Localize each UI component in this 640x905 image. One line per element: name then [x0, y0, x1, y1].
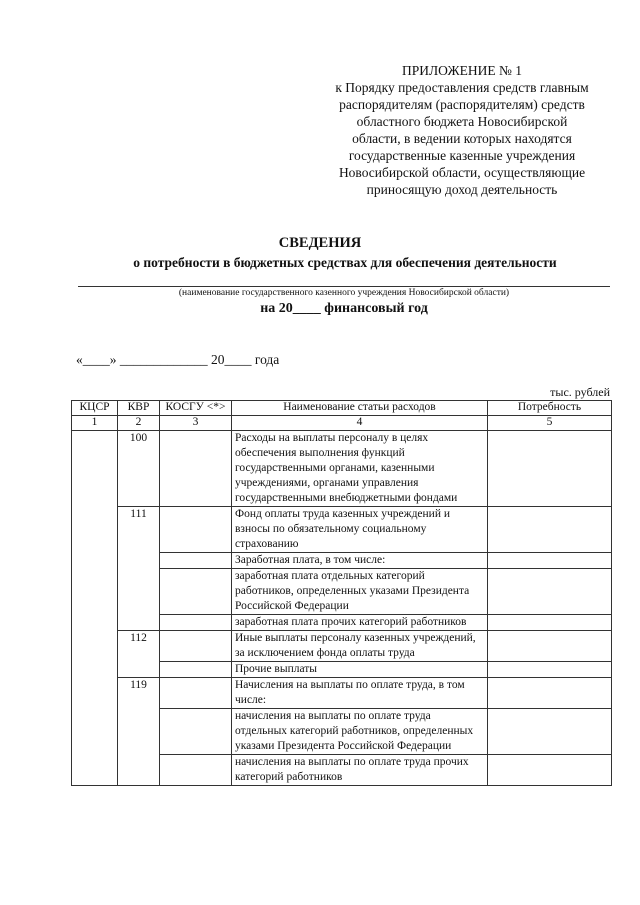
kosgu-cell [160, 431, 232, 507]
kosgu-cell [160, 631, 232, 662]
fiscal-year: на 20____ финансовый год [260, 301, 428, 316]
expenses-table [71, 400, 612, 786]
table-header-row [72, 401, 612, 416]
appendix-line: Новосибирской области, осуществляющие [338, 165, 586, 180]
appendix-line: областного бюджета Новосибирской [356, 114, 568, 129]
table-row [72, 431, 612, 507]
expense-name-cell: начисления на выплаты по оплате труда отдельных категорий работников, определенных указами Президента Российской Федерации [232, 709, 488, 755]
appendix-line: ПРИЛОЖЕНИЕ № 1 [401, 63, 523, 78]
kosgu-cell [160, 507, 232, 553]
kvr-cell: 111 [118, 507, 160, 631]
header-expense-name: Наименование статьи расходов [232, 401, 488, 416]
need-cell[interactable] [488, 615, 612, 631]
appendix-line: области, в ведении которых находятся [352, 131, 572, 146]
kosgu-cell [160, 662, 232, 678]
kosgu-cell [160, 755, 232, 786]
kosgu-cell [160, 709, 232, 755]
appendix-line: приносящую доход деятельность [366, 182, 558, 197]
expense-name-cell: заработная плата отдельных категорий работников, определенных указами Президента Российской Федерации [232, 569, 488, 615]
kvr-cell: 100 [118, 431, 160, 507]
appendix-header [312, 62, 612, 198]
appendix-line: государственные казенные учреждения [348, 148, 576, 163]
table-row [72, 631, 612, 662]
kosgu-cell [160, 678, 232, 709]
need-cell[interactable] [488, 755, 612, 786]
expense-name-cell: Начисления на выплаты по оплате труда, в том числе: [232, 678, 488, 709]
institution-caption: (наименование государственного казенного учреждения Новосибирской области) [178, 288, 510, 298]
kosgu-cell [160, 553, 232, 569]
expense-name-cell: Фонд оплаты труда казенных учреждений и взносы по обязательному социальному страхованию [232, 507, 488, 553]
need-cell[interactable] [488, 678, 612, 709]
need-cell[interactable] [488, 507, 612, 553]
expense-name-cell: Расходы на выплаты персоналу в целях обеспечения выполнения функций государственными органами, казенными учреждениями, органами управления государственными внебюджетными фондами [232, 431, 488, 507]
expense-name-cell: Прочие выплаты [232, 662, 488, 678]
expense-name-cell: Иные выплаты персоналу казенных учреждений, за исключением фонда оплаты труда [232, 631, 488, 662]
kosgu-cell [160, 615, 232, 631]
header-kvr: КВР [118, 401, 160, 416]
need-cell[interactable] [488, 431, 612, 507]
kcsr-cell [72, 431, 118, 786]
units-label: тыс. рублей [550, 385, 610, 399]
need-cell[interactable] [488, 662, 612, 678]
appendix-line: к Порядку предоставления средств главным [335, 80, 589, 95]
header-kcsr: КЦСР [72, 401, 118, 416]
need-cell[interactable] [488, 631, 612, 662]
kvr-cell: 112 [118, 631, 160, 678]
table-row [72, 507, 612, 553]
document-title: СВЕДЕНИЯ [278, 235, 362, 251]
document-subtitle: о потребности в бюджетных средствах для обеспечения деятельности [133, 255, 557, 270]
kvr-cell: 119 [118, 678, 160, 786]
need-cell[interactable] [488, 709, 612, 755]
header-need: Потребность [488, 401, 612, 416]
date-line: «____» _____________ 20____ года [76, 352, 280, 367]
column-numbers-row [72, 416, 612, 431]
header-kosgu: КОСГУ <*> [160, 401, 232, 416]
kosgu-cell [160, 569, 232, 615]
column-number: 1 [72, 416, 118, 431]
column-number: 3 [160, 416, 232, 431]
need-cell[interactable] [488, 553, 612, 569]
column-number: 2 [118, 416, 160, 431]
expense-name-cell: Заработная плата, в том числе: [232, 553, 488, 569]
expense-name-cell: начисления на выплаты по оплате труда прочих категорий работников [232, 755, 488, 786]
expense-name-cell: заработная плата прочих категорий работников [232, 615, 488, 631]
institution-name-line [78, 286, 610, 287]
need-cell[interactable] [488, 569, 612, 615]
column-number: 5 [488, 416, 612, 431]
table-row [72, 678, 612, 709]
column-number: 4 [232, 416, 488, 431]
appendix-line: распорядителям (распорядителям) средств [339, 97, 585, 112]
